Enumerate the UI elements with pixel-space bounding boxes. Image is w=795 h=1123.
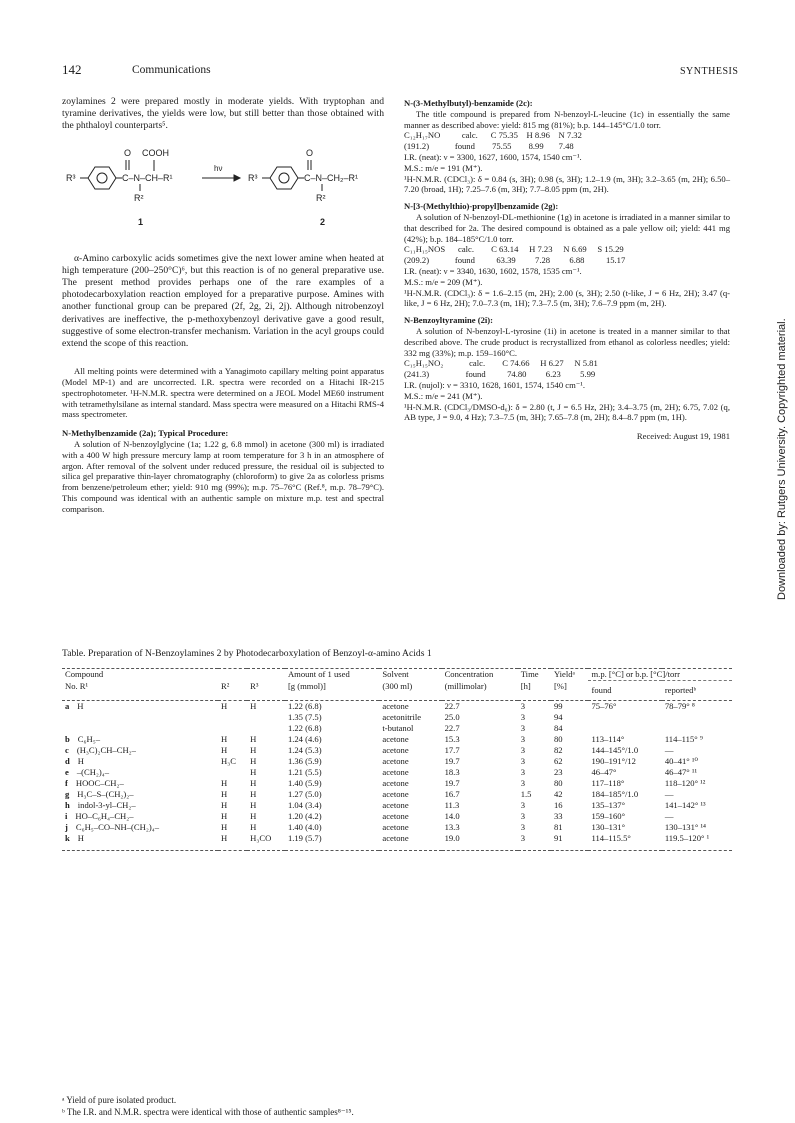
th-found: found [591, 685, 612, 695]
compound-2c-body: The title compound is prepared from N-benzoyl-L-leucine (1c) in essentially the same manner as described above: yield: 815 mg (81%); b.p. 144–145°C/1.0 torr. [404, 108, 730, 130]
cell-r1: H [77, 833, 84, 843]
compound-2i-ms: M.S.: m/e = 241 (M⁺). [404, 390, 483, 401]
cell-amount: 1.36 (5.9) [287, 756, 322, 766]
cell-amount: 1.20 (4.2) [287, 811, 322, 821]
cell-no: d [65, 756, 70, 766]
compound-2i-ir: I.R. (nujol): ν = 3310, 1628, 1601, 1574, 1540 cm⁻¹. [404, 379, 586, 390]
svg-text:R²: R² [134, 192, 144, 203]
svg-text:hν: hν [214, 163, 223, 173]
cell-reported: — [664, 811, 674, 821]
cell-reported: 78–79° ⁸ [664, 701, 695, 711]
cell-no: c [65, 745, 69, 755]
cell-amount: 1.21 (5.5) [287, 767, 322, 777]
download-watermark: Downloaded by: Rutgers University. Copyrighted material. [776, 318, 788, 600]
table-row [62, 778, 732, 789]
cell-amount: 1.24 (5.3) [287, 745, 322, 755]
cell-r2 [218, 767, 247, 778]
table-row [62, 789, 732, 800]
cell-solvent: acetone [382, 734, 409, 744]
th-solvent-unit: (300 ml) [382, 680, 413, 691]
cell-yield: 94 [553, 712, 563, 722]
cell-time: 3 [520, 822, 526, 832]
compound-2i-nmr: ¹H-N.M.R. (CDCl₃/DMSO-d₆): δ = 2.80 (t, J = 6.5 Hz, 2H); 3.4–3.75 (m, 2H); 6.75, 7.02 (q, AB type, J = 9.0, 4 Hz); 7.3–7.5 (m, 3H); 7.65–7.8 (m, 2H); 8.4–8.7 ppm (m, 1H). [404, 401, 730, 423]
compound-2c-ms: M.S.: m/e = 191 (M⁺). [404, 162, 483, 173]
cell-r3: H [250, 767, 257, 777]
svg-text:1: 1 [138, 216, 144, 227]
svg-text:O: O [306, 147, 314, 158]
cell-conc: 22.7 [444, 723, 460, 733]
cell-amount: 1.35 (7.5) [287, 712, 322, 722]
th-no-r1: No. R¹ [65, 680, 89, 691]
cell-compound [62, 701, 218, 713]
cell-conc: 14.0 [444, 811, 460, 821]
cell-time: 3 [520, 767, 526, 777]
cell-found: 159–160° [591, 811, 625, 821]
cell-time: 3 [520, 745, 526, 755]
cell-amount: 1.27 (5.0) [287, 789, 322, 799]
th-conc-unit: (millimolar) [444, 680, 487, 691]
th-r2: R² [221, 680, 230, 691]
th-amount: Amount of 1 used [285, 669, 379, 681]
table-row [62, 712, 732, 723]
th-time-unit: [h] [520, 680, 531, 691]
cell-found: 130–131° [591, 822, 625, 832]
journal-name: SYNTHESIS [680, 66, 739, 77]
cell-amount: 1.24 (4.6) [287, 734, 322, 744]
th-compound: Compound [62, 669, 218, 681]
cell-reported: 141–142° ¹³ [664, 800, 706, 810]
table-header-row-2 [62, 681, 732, 697]
compound-2i-body: A solution of N-benzoyl-L-tyrosine (1i) in acetone is treated in a manner similar to that described above. The crude product is recrystallized from ethanol as colorless needles; yield: 332 mg (33%); m.p. 159–160°C. [404, 325, 730, 358]
compound-2c-ir: I.R. (neat): ν = 3300, 1627, 1600, 1574, 1540 cm⁻¹. [404, 151, 582, 162]
svg-text:R³: R³ [66, 172, 76, 183]
cell-solvent: acetone [382, 789, 409, 799]
cell-reported: 114–115° ⁹ [664, 734, 703, 744]
table-row [62, 822, 732, 833]
cell-solvent: acetone [382, 811, 409, 821]
cell-r3 [247, 723, 285, 734]
table-row [62, 767, 732, 778]
cell-yield: 82 [553, 745, 563, 755]
cell-compound [62, 723, 218, 734]
svg-text:2: 2 [320, 216, 326, 227]
cell-r3: H [250, 789, 257, 799]
section-title: Communications [132, 64, 211, 76]
cell-compound [62, 833, 218, 844]
cell-r3: H [250, 756, 257, 766]
th-yield: Yieldᵃ [551, 669, 589, 681]
cell-found: 46–47° [591, 767, 617, 777]
cell-conc: 16.7 [444, 789, 460, 799]
cell-r1: HO–C₆H₄–CH₂– [75, 811, 134, 821]
reaction-scheme-drawing [62, 139, 384, 249]
cell-r2: H [221, 822, 228, 832]
cell-yield: 91 [553, 833, 563, 843]
cell-time: 3 [520, 800, 526, 810]
cell-amount: 1.19 (5.7) [287, 833, 322, 843]
procedure-body: A solution of N-benzoylglycine (1a; 1.22 g, 6.8 mmol) in acetone (300 ml) is irradiated with a 400 W high pressure mercury lamp at room temperature for 3 h in an atmosphere of argon. After removal of the solvent under reduced pressure, the residual oil is subjected to silica gel preparative thin-layer chromatography (chloroform) to give 2a as colorless prisms from benzene/petroleum ether; yield: 910 mg (99%); m.p. 75–76°C (Ref.⁸, m.p. 78–79°C). This compound was identical with an authentic sample on mixture m.p. test and spectral comparison. [62, 439, 384, 514]
cell-compound [62, 811, 218, 822]
compound-2g-ms: M.S.: m/e = 209 (M⁺). [404, 276, 483, 287]
table-header-row [62, 669, 732, 681]
cell-no: e [65, 767, 69, 777]
cell-r3: H₃CO [250, 833, 272, 843]
cell-solvent: acetone [382, 778, 409, 788]
cell-conc: 18.3 [444, 767, 460, 777]
th-concentration: Concentration [442, 669, 518, 681]
cell-compound [62, 756, 218, 767]
cell-time: 3 [520, 811, 526, 821]
cell-conc: 13.3 [444, 822, 460, 832]
cell-yield: 80 [553, 778, 563, 788]
cell-amount: 1.40 (5.9) [287, 778, 322, 788]
cell-time: 3 [520, 712, 526, 722]
cell-r2: H [221, 701, 228, 711]
cell-conc: 19.7 [444, 778, 460, 788]
footnote-b: ᵇ The I.R. and N.M.R. spectra were identical with those of authentic samples⁸⁻¹⁵. [62, 1107, 354, 1117]
cell-r3: H [250, 800, 257, 810]
cell-yield: 33 [553, 811, 563, 821]
cell-compound [62, 789, 218, 800]
cell-r2: H₃C [221, 756, 236, 766]
cell-solvent: acetone [382, 701, 409, 711]
footnote-a: ᵃ Yield of pure isolated product. [62, 1095, 177, 1105]
cell-yield: 23 [553, 767, 563, 777]
cell-no: a [65, 701, 70, 711]
cell-r2 [218, 723, 247, 734]
cell-no: k [65, 833, 70, 843]
cell-compound [62, 778, 218, 789]
cell-found: 113–114° [591, 734, 625, 744]
cell-r1: (H₃C)₂CH–CH₂– [76, 745, 136, 755]
cell-conc: 25.0 [444, 712, 460, 722]
cell-solvent: acetone [382, 745, 409, 755]
cell-reported: 40–41° ¹⁰ [664, 756, 698, 766]
cell-r3: H [250, 745, 257, 755]
compound-2i-heading: N-Benzoyltyramine (2i): [404, 315, 494, 326]
compound-2i-analysis: C₁₅H₁₅NO₂ calc. C 74.66 H 6.27 N 5.81 (241.3) found 74.80 6.23 5.99 [404, 358, 598, 380]
cell-reported: — [664, 745, 674, 755]
compound-2c-heading: N-(3-Methylbutyl)-benzamide (2c): [404, 98, 533, 108]
th-solvent: Solvent [379, 669, 441, 681]
cell-found: 144–145°/1.0 [591, 745, 639, 755]
cell-found: 75–76° [591, 701, 617, 711]
cell-time: 3 [520, 778, 526, 788]
cell-r1: –(CH₂)₄– [76, 767, 110, 777]
th-amount-unit: [g (mmol)] [287, 680, 326, 691]
th-yield-unit: [%] [553, 680, 567, 691]
cell-solvent: acetonitrile [382, 712, 422, 722]
cell-amount: 1.40 (4.0) [287, 822, 322, 832]
left-column [62, 96, 384, 515]
cell-reported: 119.5–120° ¹ [664, 833, 710, 843]
cell-time: 1.5 [520, 789, 532, 799]
svg-text:R³: R³ [248, 172, 258, 183]
cell-reported: — [664, 789, 674, 799]
svg-text:COOH: COOH [142, 147, 169, 158]
discussion-paragraph: α-Amino carboxylic acids sometimes give the next lower amine when heated at high temperature (200–250°C)⁶, but this reaction is of no general preparative use. The present method provides perhaps one of the rare examples of a photodecarboxylation reaction employed for a preparative purpose. Amines with another functional group can be prepared (2f, 2g, 2i, 2j). Although nitrobenzoyl derivatives are ineffective, the p-methoxybenzoyl derivative gave a good result, suggestive of some electron-transfer mechanism. Variation in the acyl groups could extend the scope of this reaction. [62, 252, 384, 350]
cell-time: 3 [520, 723, 526, 733]
cell-amount: 1.22 (6.8) [287, 701, 322, 711]
cell-amount: 1.22 (6.8) [287, 723, 322, 733]
compound-2g-ir: I.R. (neat): ν = 3340, 1630, 1602, 1578, 1535 cm⁻¹. [404, 265, 582, 276]
cell-r2: H [221, 789, 228, 799]
cell-found: 135–137° [591, 800, 625, 810]
cell-yield: 99 [553, 701, 563, 711]
table-body [62, 701, 732, 845]
cell-r1: H₃C–S–(CH₂)₂– [77, 789, 134, 799]
cell-yield: 42 [553, 789, 563, 799]
experimental-paragraph: All melting points were determined with a Yanagimoto capillary melting point apparatus (Model MP-1) and are uncorrected. I.R. spectra were recorded on a Hitachi IR-215 spectrophotometer. ¹H-N.M.R. spectra were determined on a JEOL Model ME60 instrument with tetramethylsilane as internal standard. Mass spectra were measured on a Hitachi RMS-4 mass spectrometer. [62, 366, 384, 420]
cell-r1: H [77, 756, 84, 766]
cell-solvent: acetone [382, 822, 409, 832]
cell-solvent: acetone [382, 833, 409, 843]
cell-solvent: t-butanol [382, 723, 414, 733]
table-row [62, 734, 732, 745]
cell-conc: 15.3 [444, 734, 460, 744]
cell-r2: H [221, 778, 228, 788]
cell-compound [62, 734, 218, 745]
cell-r2: H [221, 833, 228, 843]
th-r3: R³ [250, 680, 259, 691]
cell-no: j [65, 822, 68, 832]
cell-r1: indol-3-yl–CH₂– [77, 800, 136, 810]
cell-time: 3 [520, 756, 526, 766]
page-number: 142 [62, 62, 82, 77]
cell-reported: 46–47° ¹¹ [664, 767, 698, 777]
th-mp: m.p. [°C] or b.p. [°C]/torr [588, 669, 732, 681]
cell-yield: 16 [553, 800, 563, 810]
cell-r2: H [221, 734, 228, 744]
cell-r3: H [250, 822, 257, 832]
cell-r3: H [250, 701, 257, 711]
compound-2g-body: A solution of N-benzoyl-DL-methionine (1g) in acetone is irradiated in a manner similar to that described for 2a. The desired compound is obtained as a pale yellow oil; yield: 441 mg (42%); b.p. 184–185°C/1.0 torr. [404, 211, 730, 244]
cell-found [588, 723, 661, 734]
cell-yield: 84 [553, 723, 563, 733]
cell-no: h [65, 800, 70, 810]
cell-reported [662, 712, 732, 723]
cell-reported [662, 723, 732, 734]
received-date: Received: August 19, 1981 [636, 431, 730, 442]
cell-amount: 1.04 (3.4) [287, 800, 322, 810]
cell-solvent: acetone [382, 800, 409, 810]
cell-compound [62, 745, 218, 756]
svg-text:C–N–CH–R¹: C–N–CH–R¹ [122, 172, 173, 183]
cell-solvent: acetone [382, 767, 409, 777]
compound-2g-analysis: C₁₁H₁₅NOS calc. C 63.14 H 7.23 N 6.69 S 15.29 (209.2) found 63.39 7.28 6.88 15.17 [404, 244, 626, 266]
cell-r1: C₆H₅– [77, 734, 101, 744]
cell-solvent: acetone [382, 756, 409, 766]
cell-r3 [247, 712, 285, 723]
compound-2g-heading: N-[3-(Methylthio)-propyl]benzamide (2g): [404, 201, 559, 212]
cell-reported: 130–131° ¹⁴ [664, 822, 707, 832]
cell-r1: HOOC–CH₂– [75, 778, 124, 788]
cell-conc: 11.3 [444, 800, 460, 810]
cell-found: 114–115.5° [591, 833, 631, 843]
reaction-scheme [62, 139, 384, 249]
procedure-heading: N-Methylbenzamide (2a); Typical Procedure: [62, 428, 229, 439]
table-row [62, 723, 732, 734]
cell-r2: H [221, 800, 228, 810]
cell-r3: H [250, 734, 257, 744]
cell-found: 117–118° [591, 778, 625, 788]
cell-conc: 19.7 [444, 756, 460, 766]
th-reported: reportedᵇ [664, 685, 697, 695]
svg-text:O: O [124, 147, 132, 158]
compound-2g-nmr: ¹H-N.M.R. (CDCl₃): δ = 1.6–2.15 (m, 2H); 2.00 (s, 3H); 2.50 (t-like, J = 6 Hz, 2H); 3.47 (q-like, J = 6 Hz, 2H); 7.0–7.3 (m, 1H); 7.3–7.5 (m, 3H); 7.6–7.9 ppm (m, 2H). [404, 287, 730, 309]
table-row [62, 701, 732, 713]
cell-r2: H [221, 811, 228, 821]
table-row [62, 811, 732, 822]
cell-time: 3 [520, 833, 526, 843]
cell-compound [62, 767, 218, 778]
intro-paragraph: zoylamines 2 were prepared mostly in moderate yields. With tryptophan and tyramine derivatives, the yields were low, but still better than those obtained with the phthaloyl counterparts⁵. [62, 96, 384, 132]
svg-text:R²: R² [316, 192, 326, 203]
compound-2c-nmr: ¹H-N.M.R. (CDCl₃): δ = 0.84 (s, 3H); 0.98 (s, 3H); 1.2–1.9 (m, 3H); 3.2–3.65 (m, 2H); 6.50–7.20 (broad, 1H); 7.25–7.6 (m, 3H); 7.7–8.05 ppm (m, 2H). [404, 173, 730, 195]
cell-yield: 62 [553, 756, 563, 766]
cell-found [588, 712, 661, 723]
table-row [62, 800, 732, 811]
right-column [404, 96, 730, 442]
cell-yield: 80 [553, 734, 563, 744]
cell-found: 190–191°/12 [591, 756, 636, 766]
cell-no: f [65, 778, 68, 788]
cell-r3: H [250, 778, 257, 788]
cell-found: 184–185°/1.0 [591, 789, 639, 799]
cell-time: 3 [520, 701, 526, 711]
svg-text:C–N–CH₂–R¹: C–N–CH₂–R¹ [304, 172, 359, 183]
cell-no: i [65, 811, 68, 821]
cell-reported: 118–120° ¹² [664, 778, 706, 788]
cell-r1: C₆H₅–CO–NH–(CH₂)₄– [75, 822, 159, 832]
table-caption: Table. Preparation of N-Benzoylamines 2 by Photodecarboxylation of Benzoyl-α-amino Acids 1 [62, 648, 432, 659]
cell-r3: H [250, 811, 257, 821]
cell-r2: H [221, 745, 228, 755]
cell-yield: 81 [553, 822, 563, 832]
cell-compound [62, 712, 218, 723]
cell-conc: 19.0 [444, 833, 460, 843]
table-row [62, 756, 732, 767]
cell-conc: 17.7 [444, 745, 460, 755]
cell-no: b [65, 734, 70, 744]
cell-conc: 22.7 [444, 701, 460, 711]
cell-time: 3 [520, 734, 526, 744]
cell-compound [62, 800, 218, 811]
table-row [62, 745, 732, 756]
cell-compound [62, 822, 218, 833]
table-row [62, 833, 732, 844]
cell-r1: H [77, 701, 84, 711]
th-time: Time [518, 669, 551, 681]
cell-r2 [218, 712, 247, 723]
compound-2c-analysis: C₁₂H₁₇NO calc. C 75.35 H 8.96 N 7.32 (191.2) found 75.55 8.99 7.48 [404, 130, 582, 152]
results-table [62, 668, 732, 851]
cell-no: g [65, 789, 70, 799]
